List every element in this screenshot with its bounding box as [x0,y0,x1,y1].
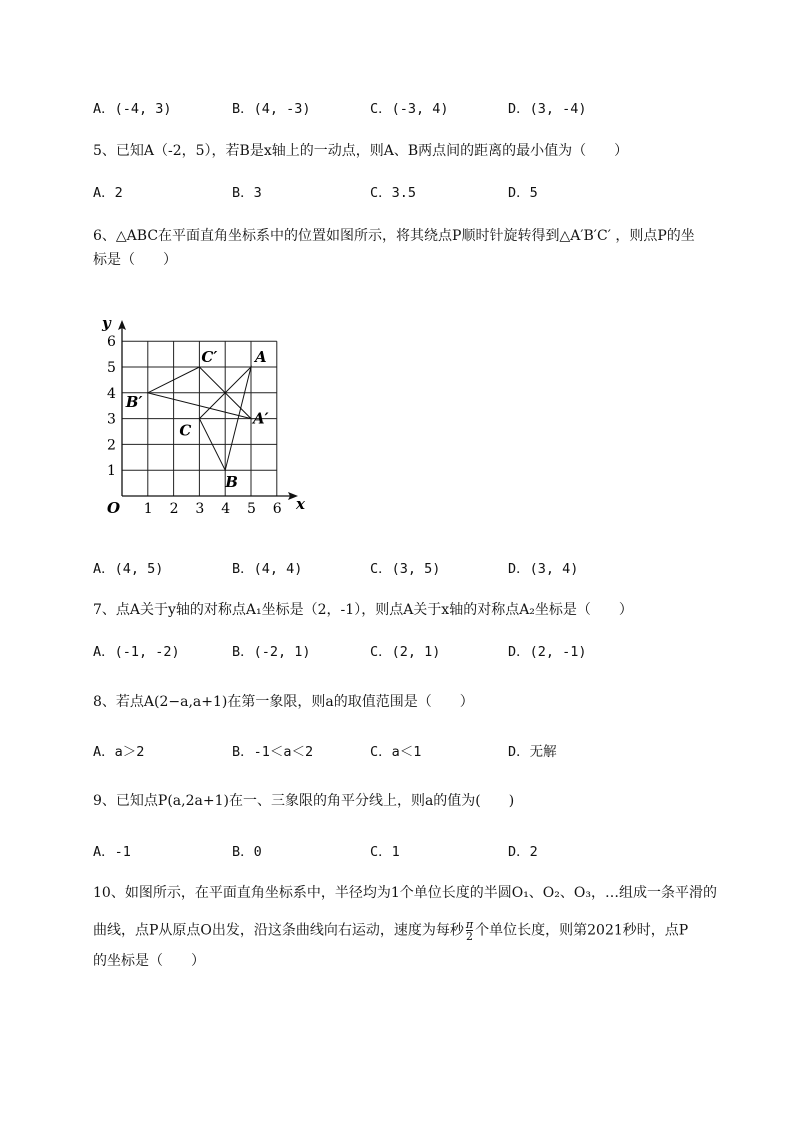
q4-option-c: C．(-3, 4) [370,101,449,117]
q8-option-d: D．无解 [508,744,557,760]
question-10-line-2-start: 曲线，点P从原点O出发，沿这条曲线向右运动，速度为每秒 [93,922,464,939]
q8-option-a: A．a＞2 [93,744,145,760]
q9-option-d: D．2 [508,844,538,860]
origin-label: O [107,499,121,517]
question-6-line-2: 标是（ ） [93,252,177,268]
point-label-b1: B′ [125,392,143,411]
q6-option-a: A．(4, 5) [93,561,164,577]
x-axis-label: x [296,495,305,513]
q5-option-c: C．3.5 [370,185,417,201]
x-tick-label: 4 [221,501,231,517]
point-label-a1: A′ [253,409,269,428]
q8-option-b: B．-1＜a＜2 [232,744,314,760]
y-tick-label: 4 [107,385,116,402]
q9-option-a: A．-1 [93,844,131,860]
point-label-b: B [225,473,238,492]
q6-option-b: B．(4, 4) [232,561,303,577]
question-7: 7、点A关于y轴的对称点A₁坐标是（2，-1），则点A关于x轴的对称点A₂坐标是（ ） [93,602,633,618]
q5-option-a: A．2 [93,185,123,201]
axes [101,314,306,517]
q6-option-c: C．(3, 5) [370,561,441,577]
question-10-line-1: 10、如图所示，在平面直角坐标系中，半径均为1个单位长度的半圆O₁、O₂、O₃，…组成一条平滑的 [93,885,717,901]
q9-option-b: B．0 [232,844,262,860]
y-tick-label: 6 [107,334,116,351]
question-5: 5、已知A（-2，5），若B是x轴上的一动点，则A、B两点间的距离的最小值为（ ） [93,143,629,159]
question-6-line-1: 6、△ABC在平面直角坐标系中的位置如图所示，将其绕点P顺时针旋转得到△A′B′C′ ，则点P的坐 [93,228,695,244]
q7-option-a: A．(-1, -2) [93,644,180,660]
x-tick-label: 6 [272,501,282,517]
point-label-c1: C′ [201,348,218,366]
coordinate-figure [98,312,313,522]
x-tick-label: 2 [169,501,179,517]
q4-option-a: A．(-4, 3) [93,101,172,117]
question-10-line-3: 的坐标是（ ） [93,953,205,969]
x-tick-label: 3 [195,501,205,517]
y-tick-label: 3 [107,411,116,428]
fraction-numerator: π [465,918,474,931]
q6-option-d: D．(3, 4) [508,561,579,577]
q7-option-d: D．(2, -1) [508,644,587,660]
q9-option-c: C．1 [370,844,400,860]
q5-option-b: B．3 [232,185,262,201]
q4-option-d: D．(3, -4) [508,101,587,117]
pi-over-2-fraction [466,919,473,942]
fraction-denominator: 2 [466,930,474,943]
q7-option-c: C．(2, 1) [370,644,441,660]
y-tick-label: 2 [107,437,116,454]
q4-option-b: B．(4, -3) [232,101,311,117]
q8-option-c: C．a＜1 [370,744,422,760]
question-10-line-2 [93,919,688,942]
point-label-c: C [179,421,192,440]
y-axis-label: y [102,314,111,332]
y-tick-label: 5 [107,360,116,376]
question-9: 9、已知点P(a,2a+1)在一、三象限的角平分线上，则a的值为( ) [93,793,515,809]
y-tick-label: 1 [107,463,116,480]
x-tick-label: 1 [143,501,153,517]
question-10-line-2-end: 个单位长度，则第2021秒时，点P [475,922,689,939]
point-label-a: A [255,348,267,366]
x-tick-label: 5 [247,501,256,517]
q5-option-d: D．5 [508,185,538,201]
q7-option-b: B．(-2, 1) [232,644,311,660]
question-8: 8、若点A(2−a,a+1)在第一象限，则a的取值范围是（ ） [93,694,474,710]
